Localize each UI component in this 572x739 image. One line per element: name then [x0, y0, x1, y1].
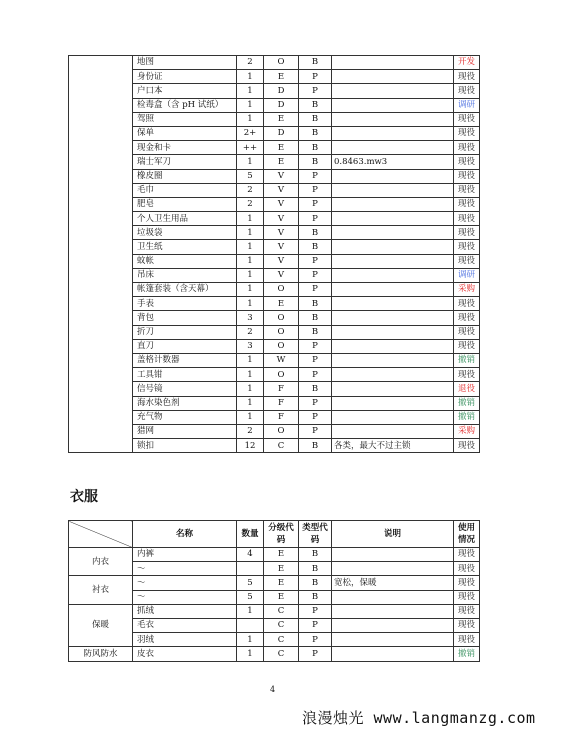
item-status: 现役 [454, 604, 480, 618]
item-status: 现役 [454, 339, 480, 353]
clothing-table [68, 520, 480, 662]
item-type-code: P [299, 70, 332, 84]
table-row [69, 604, 480, 618]
item-name: 皮衣 [133, 647, 237, 661]
item-name: 蚊帐 [133, 254, 237, 268]
item-note [332, 98, 454, 112]
item-note [332, 647, 454, 661]
item-status: 现役 [454, 254, 480, 268]
item-note [332, 410, 454, 424]
item-qty: 12 [237, 439, 264, 453]
item-qty: 1 [237, 297, 264, 311]
item-type-code: B [299, 226, 332, 240]
item-type-code: B [299, 590, 332, 604]
item-category-code: O [264, 283, 299, 297]
item-status: 撤销 [454, 647, 480, 661]
group-label: 衬衣 [69, 576, 133, 604]
item-note: 0.8463.mw3 [332, 155, 454, 169]
item-type-code: P [299, 633, 332, 647]
item-type-code: B [299, 548, 332, 562]
item-category-code: C [264, 439, 299, 453]
item-note: 宽松，保暖 [332, 576, 454, 590]
item-qty [237, 618, 264, 632]
item-type-code: P [299, 197, 332, 211]
item-type-code: B [299, 155, 332, 169]
item-name: 猎网 [133, 424, 237, 438]
item-qty: 2 [237, 197, 264, 211]
item-name: 地图 [133, 56, 237, 70]
item-qty: 1 [237, 254, 264, 268]
item-category-code: F [264, 382, 299, 396]
item-note [332, 226, 454, 240]
item-category-code: E [264, 548, 299, 562]
item-qty: 1 [237, 84, 264, 98]
item-category-code: V [264, 254, 299, 268]
item-type-code: B [299, 382, 332, 396]
item-type-code: P [299, 254, 332, 268]
item-name: 折刀 [133, 325, 237, 339]
item-status: 调研 [454, 98, 480, 112]
item-category-code: V [264, 183, 299, 197]
item-status: 撤销 [454, 353, 480, 367]
item-status: 现役 [454, 70, 480, 84]
item-category-code: C [264, 633, 299, 647]
item-note [332, 353, 454, 367]
item-note [332, 254, 454, 268]
item-type-code: P [299, 283, 332, 297]
item-status: 撤销 [454, 410, 480, 424]
item-note [332, 548, 454, 562]
item-note [332, 126, 454, 140]
item-status: 现役 [454, 197, 480, 211]
item-name: 吊床 [133, 268, 237, 282]
item-note [332, 339, 454, 353]
item-status: 现役 [454, 141, 480, 155]
item-name: 卫生纸 [133, 240, 237, 254]
item-category-code: O [264, 424, 299, 438]
item-category-code: O [264, 368, 299, 382]
item-name: 〜 [133, 576, 237, 590]
item-qty: 1 [237, 396, 264, 410]
table-row [69, 56, 480, 70]
item-status: 开发 [454, 56, 480, 70]
item-name: 肥皂 [133, 197, 237, 211]
item-name: 毛衣 [133, 618, 237, 632]
item-qty: 1 [237, 368, 264, 382]
item-note [332, 169, 454, 183]
item-name: 现金和卡 [133, 141, 237, 155]
item-category-code: C [264, 618, 299, 632]
item-type-code: P [299, 368, 332, 382]
item-category-code: V [264, 197, 299, 211]
equipment-table-body [69, 56, 480, 453]
item-qty: 1 [237, 604, 264, 618]
item-qty: 1 [237, 647, 264, 661]
item-qty: 2 [237, 325, 264, 339]
item-qty: 2+ [237, 126, 264, 140]
item-note [332, 56, 454, 70]
item-qty: 4 [237, 548, 264, 562]
item-note [332, 368, 454, 382]
item-category-code: F [264, 396, 299, 410]
item-status: 现役 [454, 240, 480, 254]
item-qty: 1 [237, 353, 264, 367]
item-qty: 1 [237, 98, 264, 112]
group-label: 保暖 [69, 604, 133, 647]
item-name: 〜 [133, 562, 237, 576]
item-name: 背包 [133, 311, 237, 325]
item-category-code: E [264, 141, 299, 155]
item-qty: 2 [237, 424, 264, 438]
item-type-code: B [299, 439, 332, 453]
item-type-code: P [299, 604, 332, 618]
item-type-code: B [299, 56, 332, 70]
item-status: 现役 [454, 439, 480, 453]
item-category-code: D [264, 84, 299, 98]
item-type-code: P [299, 396, 332, 410]
item-type-code: P [299, 424, 332, 438]
item-category-code: E [264, 576, 299, 590]
item-name: 手表 [133, 297, 237, 311]
group-label: 内衣 [69, 548, 133, 576]
item-type-code: B [299, 98, 332, 112]
item-qty: 2 [237, 183, 264, 197]
item-qty: 1 [237, 268, 264, 282]
item-status: 现役 [454, 84, 480, 98]
item-type-code: B [299, 141, 332, 155]
item-category-code: V [264, 212, 299, 226]
item-category-code: O [264, 339, 299, 353]
item-note [332, 197, 454, 211]
item-name: 瑞士军刀 [133, 155, 237, 169]
item-note [332, 212, 454, 226]
item-category-code: E [264, 112, 299, 126]
item-status: 现役 [454, 183, 480, 197]
item-name: 〜 [133, 590, 237, 604]
item-note [332, 84, 454, 98]
item-name: 身份证 [133, 70, 237, 84]
page-number: 4 [270, 685, 276, 694]
item-name: 直刀 [133, 339, 237, 353]
item-type-code: P [299, 353, 332, 367]
item-name: 检毒盒（含 pH 试纸） [133, 98, 237, 112]
table-row [69, 647, 480, 661]
item-name: 毛巾 [133, 183, 237, 197]
item-qty: 1 [237, 212, 264, 226]
header-note: 说明 [332, 521, 454, 548]
header-name: 名称 [133, 521, 237, 548]
group-label: 防风防水 [69, 647, 133, 661]
item-name: 个人卫生用品 [133, 212, 237, 226]
table-row [69, 548, 480, 562]
item-status: 现役 [454, 155, 480, 169]
item-name: 驾照 [133, 112, 237, 126]
item-qty: ++ [237, 141, 264, 155]
item-note [332, 297, 454, 311]
section-title: 衣服 [70, 489, 98, 505]
item-qty: 1 [237, 410, 264, 424]
item-type-code: P [299, 183, 332, 197]
item-type-code: B [299, 126, 332, 140]
item-name: 垃圾袋 [133, 226, 237, 240]
item-category-code: V [264, 226, 299, 240]
item-qty: 5 [237, 576, 264, 590]
header-diagonal-cell [69, 521, 133, 548]
item-qty [237, 562, 264, 576]
item-category-code: O [264, 311, 299, 325]
item-name: 内裤 [133, 548, 237, 562]
item-category-code: D [264, 126, 299, 140]
item-name: 羽绒 [133, 633, 237, 647]
item-category-code: W [264, 353, 299, 367]
item-note [332, 283, 454, 297]
item-status: 现役 [454, 311, 480, 325]
item-status: 现役 [454, 226, 480, 240]
item-status: 采购 [454, 283, 480, 297]
item-status: 现役 [454, 548, 480, 562]
item-type-code: B [299, 240, 332, 254]
item-type-code: P [299, 212, 332, 226]
item-note [332, 590, 454, 604]
item-status: 现役 [454, 297, 480, 311]
item-type-code: B [299, 576, 332, 590]
item-type-code: P [299, 169, 332, 183]
item-category-code: V [264, 268, 299, 282]
item-name: 帐篷套装（含天幕） [133, 283, 237, 297]
item-name: 橡皮圈 [133, 169, 237, 183]
item-type-code: P [299, 84, 332, 98]
item-type-code: B [299, 311, 332, 325]
item-note [332, 424, 454, 438]
item-qty: 3 [237, 311, 264, 325]
item-qty: 5 [237, 169, 264, 183]
header-type-code: 类型代码 [299, 521, 332, 548]
item-type-code: P [299, 410, 332, 424]
item-note [332, 633, 454, 647]
equipment-table [68, 55, 480, 453]
item-note [332, 70, 454, 84]
clothing-table-body [69, 548, 480, 662]
item-type-code: B [299, 562, 332, 576]
item-status: 现役 [454, 562, 480, 576]
item-status: 现役 [454, 126, 480, 140]
item-qty: 1 [237, 633, 264, 647]
item-qty: 1 [237, 382, 264, 396]
item-name: 保单 [133, 126, 237, 140]
item-note [332, 382, 454, 396]
clothing-header-row [69, 521, 480, 548]
item-status: 现役 [454, 212, 480, 226]
item-category-code: E [264, 590, 299, 604]
item-type-code: P [299, 647, 332, 661]
item-status: 现役 [454, 169, 480, 183]
item-name: 工具钳 [133, 368, 237, 382]
item-category-code: E [264, 70, 299, 84]
item-status: 现役 [454, 590, 480, 604]
item-name: 信号镜 [133, 382, 237, 396]
item-type-code: P [299, 618, 332, 632]
item-name: 充气物 [133, 410, 237, 424]
item-category-code: E [264, 155, 299, 169]
item-status: 现役 [454, 368, 480, 382]
item-qty: 5 [237, 590, 264, 604]
item-status: 退役 [454, 382, 480, 396]
item-note [332, 141, 454, 155]
footer-watermark: 浪漫烛光 www.langmanzg.com [302, 709, 536, 727]
item-status: 现役 [454, 633, 480, 647]
item-qty: 1 [237, 70, 264, 84]
item-status: 采购 [454, 424, 480, 438]
item-status: 撤销 [454, 396, 480, 410]
item-qty: 3 [237, 339, 264, 353]
item-category-code: V [264, 240, 299, 254]
item-category-code: C [264, 604, 299, 618]
item-note [332, 183, 454, 197]
item-note: 各类，最大不过主锁 [332, 439, 454, 453]
item-status: 现役 [454, 576, 480, 590]
table-row [69, 576, 480, 590]
item-name: 锁扣 [133, 439, 237, 453]
item-type-code: P [299, 339, 332, 353]
item-name: 抓绒 [133, 604, 237, 618]
item-note [332, 311, 454, 325]
item-note [332, 268, 454, 282]
item-type-code: P [299, 268, 332, 282]
item-category-code: O [264, 56, 299, 70]
item-type-code: B [299, 112, 332, 126]
item-qty: 1 [237, 240, 264, 254]
item-type-code: B [299, 325, 332, 339]
group-cell-blank [69, 56, 133, 453]
item-name: 海水染色剂 [133, 396, 237, 410]
header-status: 使用情况 [454, 521, 480, 548]
header-category-code: 分级代码 [264, 521, 299, 548]
item-category-code: D [264, 98, 299, 112]
header-qty: 数量 [237, 521, 264, 548]
item-note [332, 618, 454, 632]
item-note [332, 325, 454, 339]
item-note [332, 562, 454, 576]
item-note [332, 240, 454, 254]
item-type-code: B [299, 297, 332, 311]
item-status: 调研 [454, 268, 480, 282]
item-status: 现役 [454, 618, 480, 632]
item-qty: 1 [237, 283, 264, 297]
item-category-code: F [264, 410, 299, 424]
item-qty: 1 [237, 155, 264, 169]
item-category-code: E [264, 562, 299, 576]
item-category-code: E [264, 297, 299, 311]
item-status: 现役 [454, 112, 480, 126]
item-status: 现役 [454, 325, 480, 339]
item-qty: 2 [237, 56, 264, 70]
item-category-code: C [264, 647, 299, 661]
item-note [332, 604, 454, 618]
item-category-code: V [264, 169, 299, 183]
item-qty: 1 [237, 226, 264, 240]
item-category-code: O [264, 325, 299, 339]
item-qty: 1 [237, 112, 264, 126]
item-name: 户口本 [133, 84, 237, 98]
item-note [332, 112, 454, 126]
item-note [332, 396, 454, 410]
item-name: 盖格计数器 [133, 353, 237, 367]
